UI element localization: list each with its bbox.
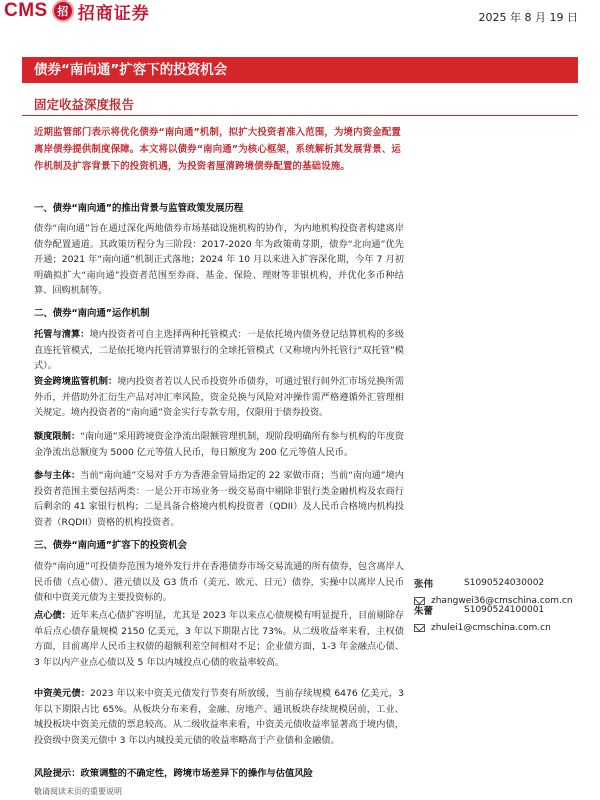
analyst-name: 朱蕾 — [414, 606, 434, 617]
paragraph-usd-bonds — [34, 686, 404, 748]
analyst-email[interactable]: zhangwei36@cmschina.com.cn — [431, 596, 573, 606]
paragraph-participants — [34, 468, 404, 530]
report-date: 2025 年 8 月 19 日 — [478, 11, 578, 24]
footer-note: 敬请阅读末页的重要说明 — [34, 787, 122, 796]
paragraph-scope: 债券“南向通”可投债券范围为境外发行并在香港债券市场交易流通的所有债券，包含离岸人民币债（点心债）、港元债以及 G3 货币（美元、欧元、日元）债券，实操中以离岸人民币债和中资美元债为主要投资标的。 — [34, 561, 404, 603]
page-header — [0, 0, 600, 32]
paragraph-label: 参与主体： — [34, 470, 81, 481]
paragraph-background: 债券“南向通”旨在通过深化两地债券市场基础设施机构的协作，为内地机构投资者构建离岸债券配置通道。其政策历程分为三阶段：2017-2020 年为政策萌芽期，债券“北向通”优先开通；2021 年“南向通”机制正式落地；2024 年 10 月以来进入扩容深化期，今年 7 月初明确拟扩大“南向通”投资者范围至券商、基金、保险、理财等非银机构，并优化多币种结算、回购机制等。 — [34, 223, 404, 296]
analyst-license: S1090524100001 — [464, 605, 545, 615]
divider — [22, 115, 578, 116]
analyst-email-row — [414, 621, 584, 635]
analyst-license: S1090524030002 — [464, 578, 545, 588]
analyst-block-2 — [414, 603, 584, 635]
paragraph-dimsum — [34, 608, 404, 670]
analyst-row — [414, 603, 584, 617]
section-heading-1: 一、债券“南向通”的推出背景与监管政策发展历程 — [34, 203, 244, 214]
paragraph-body: 近年来点心债扩容明显，尤其是 2023 年以来点心债规模有明显提升，目前剔除存单后点心债存量规模 2150 亿美元，3 年以下期限占比 73%。从二级收益率来看，主权债方面，目前离岸人民币主权债的超额利差空间相对不足；企业债方面，1-3 年金融点心债、3 年以内产业点心债以及 5 年以内城投点心债的收益率较高。 — [34, 610, 404, 668]
analyst-row — [414, 576, 584, 590]
paragraph-custody — [34, 327, 404, 374]
summary-text: 近期监管部门表示将优化债券“南向通”机制，拟扩大投资者准入范围，为境内资金配置离岸债券提供制度保障。本文将以债券“南向通”为核心框架，系统解析其发展背景、运作机制及扩容背景下的投资机遇，为投资者厘清跨境债券配置的基础设施。 — [34, 127, 402, 172]
paragraph-body: “南向通”采用跨境资金净流出限额管理机制，现阶段明确所有参与机构的年度资金净流出总额度为 5000 亿元等值人民币，每日额度为 200 亿元等值人民币。 — [34, 431, 404, 458]
analyst-email[interactable]: zhulei1@cmschina.com.cn — [431, 623, 551, 633]
paragraph-body: 境内投资者若以人民币投资外币债券，可通过银行间外汇市场兑换所需外币，并借助外汇衍生产品对冲汇率风险，资金兑换与风险对冲操作需严格遵循外汇管理相关规定。境内投资者的“南向通”资金实行专款专用，仅限用于债券投资。 — [34, 376, 404, 418]
paragraph-body: 2023 年以来中资美元债发行节奏有所放缓，当前存续规模 6476 亿美元，3 年以下期限占比 65%。从板块分布来看，金融、房地产、通讯板块存续规模居前，工业、城投板块中资美元债的票息较高。从二级收益率来看，中资美元债收益率显著高于境内债，投资级中资美元债中 3 年以内城投美元债的收益率略高于产业债和金融债。 — [34, 688, 404, 746]
report-title-banner: 债券“南向通”扩容下的投资机会 — [22, 57, 578, 83]
report-type: 固定收益深度报告 — [34, 97, 135, 112]
paragraph-label: 中资美元债： — [34, 688, 91, 699]
mail-icon — [414, 624, 425, 632]
paragraph-body: 境内投资者可自主选择两种托管模式：一是依托境内债务登记结算机构的多级直连托管模式，二是依托境内托管清算银行的全球托管模式（又称境内外托管行“双托管”模式）。 — [34, 329, 405, 371]
logo-text-en: CMS — [4, 0, 48, 21]
paragraph-capital — [34, 374, 404, 421]
paragraph-quota — [34, 429, 404, 460]
paragraph-label: 资金跨境监管机制： — [34, 376, 118, 387]
analyst-name: 张伟 — [414, 579, 434, 590]
risk-warning: 风险提示：政策调整的不确定性，跨境市场差异下的操作与估值风险 — [34, 768, 313, 779]
paragraph-label: 托管与清算： — [34, 329, 90, 340]
paragraph-label: 点心债： — [34, 610, 71, 621]
paragraph-label: 额度限制： — [34, 431, 81, 442]
logo-text-cn: 招商证券 — [77, 3, 150, 24]
paragraph-body: 当前“南向通”交易对手方为香港金管局指定的 22 家做市商；当前“南向通”境内投资者范围主要包括两类：一是公开市场业务一级交易商中剔除非银行类金融机构及农商行后剩余的 41 家银行机构；二是具备合格境内机构投资者（QDII）及人民币合格境内机构投资者（RQDII）资格的机构投资者。 — [34, 470, 404, 528]
section-heading-3: 三、债券“南向通”扩容下的投资机会 — [34, 540, 187, 551]
section-heading-2: 二、债券“南向通”运作机制 — [34, 308, 150, 319]
company-logo — [4, 0, 150, 22]
logo-icon: 招 — [52, 0, 74, 22]
